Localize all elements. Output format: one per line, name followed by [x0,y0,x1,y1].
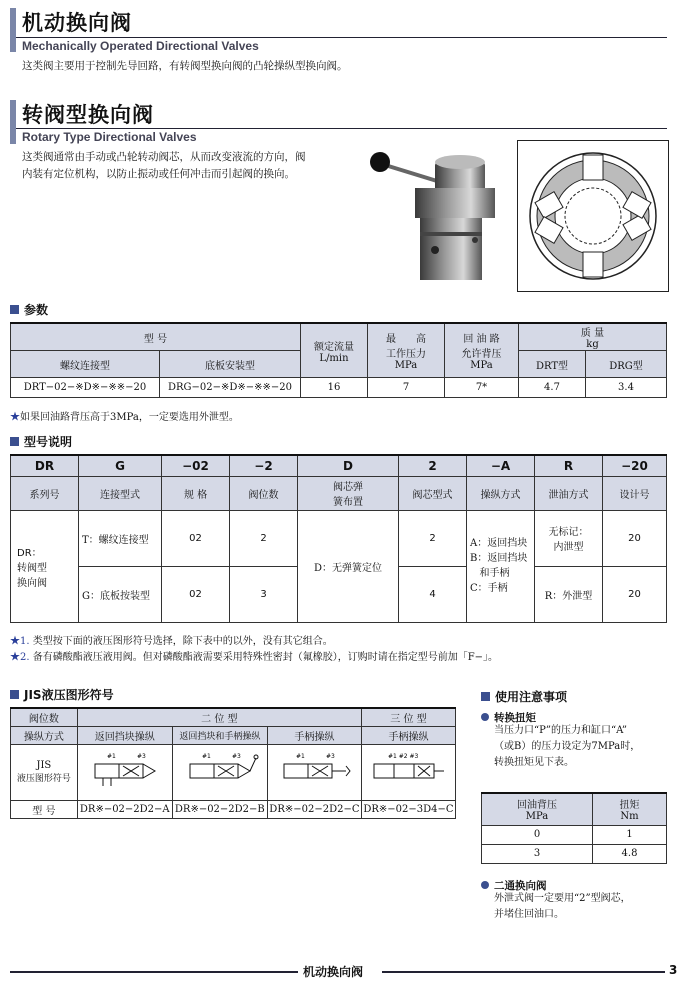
model-cell: DR※−02−2D2−C [267,800,361,818]
section-title: 转阀型换向阀 [22,103,154,127]
circle-bullet-icon [481,881,489,889]
symbol-2d2c [267,744,361,800]
code-cell: D [298,455,399,476]
spool-cell: 4 [399,566,467,622]
cross-section-diagram [517,140,669,292]
td-thread: DRT−02−※D※−※※−20 [11,378,160,398]
th-torque: 扭矩 Nm [593,793,667,825]
label-cell: 系列号 [11,476,79,510]
footer-title: 机动换向阀 [303,965,364,979]
params-heading: 参数 [10,301,48,318]
td-torque: 1 [593,825,667,844]
code-cell: −02 [162,455,230,476]
section-subtitle: Rotary Type Directional Valves [22,130,197,144]
th-model: 型 号 [11,800,78,818]
footer-rule [10,971,298,973]
op-cell: A：返回挡块 B：返回挡块 和手柄 C：手柄 [467,510,535,622]
page-number: 3 [669,963,677,977]
th-backpressure: 回 油 路 允许背压 MPa [445,323,519,378]
section-description-line: 内装有定位机构，以防止振动或任何冲击而引起阀的换向。 [22,168,295,180]
label-cell: 阀位数 [230,476,298,510]
code-cell: 2 [399,455,467,476]
label-cell: 连接型式 [79,476,162,510]
design-cell: 20 [603,566,667,622]
section-description: 这类阀主要用于控制先导回路，有转阀型换向阀的凸轮操纵型换向阀。 [22,60,348,72]
th-model: 型 号 [11,323,301,351]
model-note-2: ★2. 备有磷酸酯液压液用阀。但对磷酸酯液需要采用特殊性密封（氟橡胶），订购时请在指定型号前加「F−」。 [10,652,499,663]
torque-table [481,792,667,864]
model-cell: DR※−02−2D2−A [77,800,172,818]
model-note-1: ★1. 类型按下面的液压图形符号选择，除下表中的以外，没有其它组合。 [10,636,333,647]
label-cell: 泄油方式 [535,476,603,510]
model-cell: DR※−02−3D4−C [361,800,455,818]
th-flow: 额定流量 L/min [301,323,368,378]
design-cell: 20 [603,510,667,566]
label-cell: 操纵方式 [467,476,535,510]
td-backpressure: 7* [445,378,519,398]
td-backpressure: 0 [482,825,593,844]
label-cell: 阀芯型式 [399,476,467,510]
footer-rule [382,971,665,973]
spring-cell: D：无弹簧定位 [298,510,399,622]
section-description-line: 这类阀通常由手动或凸轮转动阀芯，从而改变液流的方向，阀 [22,151,306,163]
circle-bullet-icon [481,713,489,721]
th-positions: 阀位数 [11,708,78,726]
square-bullet-icon [481,692,490,701]
drain-external-cell: R：外泄型 [535,566,603,622]
svg-text:#1: #1 [296,752,306,760]
series-cell: DR： 转阀型 换向阀 [11,510,79,622]
label-cell: 阀芯弹 簧布置 [298,476,399,510]
size-cell: 02 [162,510,230,566]
label-cell: 规 格 [162,476,230,510]
jis-heading: JIS液压图形符号 [10,686,114,703]
pos-cell: 3 [230,566,298,622]
spool-cell: 2 [399,510,467,566]
jis-table [10,707,456,819]
code-cell: G [79,455,162,476]
symbol-2d2b [172,744,267,800]
th-backpressure: 回油背压 MPa [482,793,593,825]
model-heading: 型号说明 [10,433,72,450]
code-cell: −A [467,455,535,476]
label-cell: 设计号 [603,476,667,510]
op-label: 手柄操纵 [361,726,455,744]
twoway-text: 外泄式阀一定要用“2”型阀芯， 并堵住回油口。 [494,893,631,920]
th-mass: 质 量 kg [519,323,667,351]
torque-title: 转换扭矩 [481,710,536,725]
section-subtitle: Mechanically Operated Directional Valves [22,39,259,53]
code-cell: DR [11,455,79,476]
section-bar [10,8,16,52]
svg-text:#3: #3 [136,752,146,760]
td-flow: 16 [301,378,368,398]
section-bar [10,100,16,144]
symbol-2d2a [77,744,172,800]
conn-t-cell: T：螺纹连接型 [79,510,162,566]
th-plate: 底板安装型 [160,351,301,378]
th-operation: 操纵方式 [11,726,78,744]
th-thread: 螺纹连接型 [11,351,160,378]
td-pressure: 7 [368,378,445,398]
td-drg: 3.4 [586,378,667,398]
svg-text:#1 #2 #3: #1 #2 #3 [388,752,419,760]
code-cell: −2 [230,455,298,476]
twoway-title: 二通换向阀 [481,878,547,893]
td-drt: 4.7 [519,378,586,398]
th-drg: DRG型 [586,351,667,378]
valve-photo [355,140,505,290]
td-torque: 4.8 [593,844,667,863]
svg-text:#3: #3 [231,752,241,760]
square-bullet-icon [10,437,19,446]
svg-text:#1: #1 [201,752,211,760]
svg-text:#1: #1 [106,752,116,760]
divider [16,128,667,129]
conn-g-cell: G：底板按装型 [79,566,162,622]
code-cell: R [535,455,603,476]
code-cell: −20 [603,455,667,476]
section-title: 机动换向阀 [22,11,132,35]
torque-text: 当压力口“P”的压力和缸口“A” （或B）的压力设定为7MPa时， 转换扭矩见下表。 [494,725,641,768]
th-pressure: 最 高 工作压力 MPa [368,323,445,378]
op-label: 手柄操纵 [267,726,361,744]
op-label: 返回挡块操纵 [77,726,172,744]
th-three-position: 三 位 型 [361,708,455,726]
divider [16,37,667,38]
params-note: ★如果回油路背压高于3MPa，一定要选用外泄型。 [10,412,239,423]
svg-text:#3: #3 [326,752,336,760]
model-cell: DR※−02−2D2−B [172,800,267,818]
size-cell: 02 [162,566,230,622]
pos-cell: 2 [230,510,298,566]
params-table [10,322,667,398]
usage-heading: 使用注意事项 [481,688,567,705]
model-code-table [10,454,667,623]
td-backpressure: 3 [482,844,593,863]
th-two-position: 二 位 型 [77,708,361,726]
th-drt: DRT型 [519,351,586,378]
op-label: 返回挡块和手柄操纵 [172,726,267,744]
symbol-3d4c [361,744,455,800]
square-bullet-icon [10,305,19,314]
square-bullet-icon [10,690,19,699]
symbol-label: JIS 液压图形符号 [11,744,78,800]
td-plate: DRG−02−※D※−※※−20 [160,378,301,398]
drain-internal-cell: 无标记： 内泄型 [535,510,603,566]
